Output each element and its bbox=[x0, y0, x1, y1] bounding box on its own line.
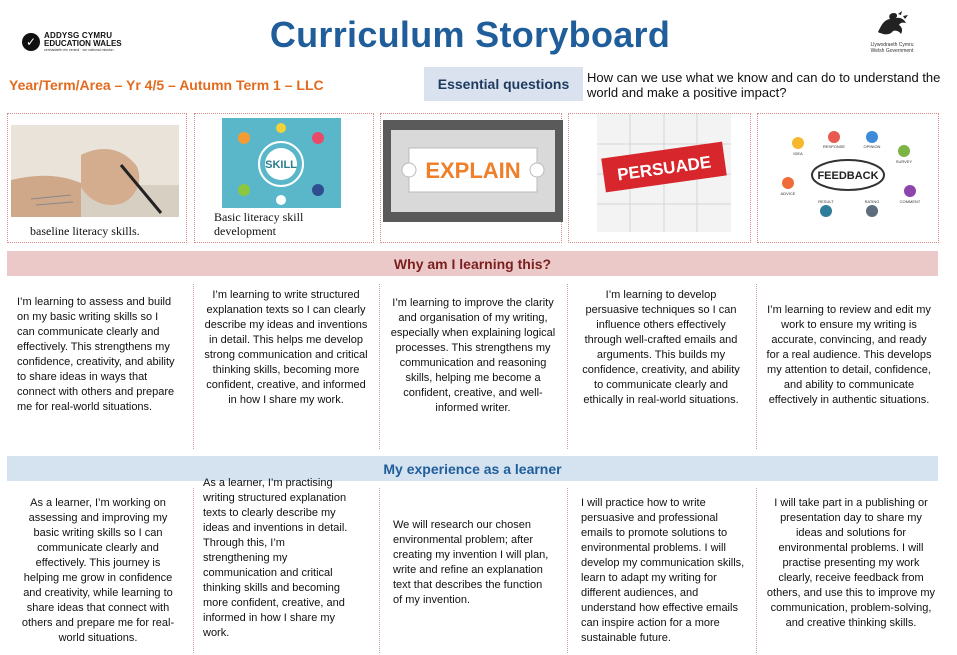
why-text-1: I’m learning to assess and build on my basic writing skills so I can communicate clearly and effectively. This strengthens my confidence, creativity, and ability to share ideas in ways that connect with others and prepare me for real-world situations. bbox=[17, 296, 175, 413]
experience-text-2: As a learner, I’m practising writing structured explanation texts to clearly describe my ideas and inventions in detail. Through this, I’m strengthening my communication and critical thinking skills and becoming more confident, creative, and informed in how I share my work. bbox=[203, 477, 348, 639]
column-divider bbox=[379, 488, 380, 653]
logo-line2: EDUCATION WALES bbox=[44, 38, 122, 48]
experience-text-4: I will practice how to write persuasive and professional emails to promote solutions to environmental problems. I will develop my communication skills, learn to adapt my writing for different audiences, and understand how effective emails can inspire action for a more sustainable future. bbox=[581, 497, 745, 644]
feedback-label-response: RESPONSE bbox=[822, 144, 846, 149]
feedback-diagram bbox=[776, 129, 921, 219]
image-cell-persuade bbox=[568, 113, 751, 243]
feedback-label-result: RESULT bbox=[818, 199, 834, 204]
persuade-word: PERSUADE bbox=[616, 152, 713, 185]
image-cell-writing bbox=[7, 113, 187, 243]
education-wales-logo bbox=[22, 31, 132, 53]
image-caption-1: baseline literacy skills. bbox=[30, 224, 140, 238]
feedback-label-advice: ADVICE bbox=[780, 191, 796, 196]
image-cell-skill bbox=[194, 113, 374, 243]
feedback-word: FEEDBACK bbox=[817, 170, 879, 182]
image-cell-feedback bbox=[757, 113, 939, 243]
why-learning-heading: Why am I learning this? bbox=[7, 251, 938, 276]
essential-questions-text: How can we use what we know and can do to understand the world and make a positive impact? bbox=[587, 70, 941, 100]
skill-infographic bbox=[222, 118, 341, 208]
column-divider bbox=[756, 284, 757, 449]
logo-line1: ADDYSG CYMRU bbox=[44, 30, 113, 40]
column-divider bbox=[193, 284, 194, 449]
experience-text-5: I will take part in a publishing or presentation day to share my ideas and solutions for environmental problems. I will practise presenting my work clearly, receive feedback from others, and use this to improve my communication, problem-solving, and creative thinking skills. bbox=[766, 497, 936, 629]
image-caption-2: Basic literacy skill development bbox=[214, 210, 304, 238]
writing-hand-photo bbox=[11, 125, 179, 217]
feedback-label-survey: SURVEY bbox=[895, 159, 913, 164]
logo-right-line1: Llywodraeth Cymru bbox=[870, 42, 914, 48]
welsh-dragon-icon bbox=[874, 10, 910, 38]
column-divider bbox=[193, 488, 194, 653]
feedback-label-rating: RATING bbox=[864, 199, 880, 204]
check-circle-icon: ✓ bbox=[22, 33, 40, 51]
welsh-government-logo bbox=[862, 10, 922, 60]
experience-text-3: We will research our chosen environmental problem; after creating my invention I will plan, write and refine an explanation text that describes the function of my invention. bbox=[393, 519, 549, 606]
feedback-label-comment: COMMENT bbox=[899, 199, 921, 204]
persuade-puzzle bbox=[597, 114, 731, 232]
experience-heading: My experience as a learner bbox=[7, 456, 938, 481]
column-divider bbox=[756, 488, 757, 653]
why-text-3: I’m learning to improve the clarity and organisation of my writing, especially when explaining logical processes. This strengthens my communication and reasoning skills, helping me become a confident, creative, and well-informed writer. bbox=[390, 297, 556, 414]
logo-tagline: cenhadaeth ein cenedl · our national mission bbox=[44, 47, 114, 52]
why-text-4: I’m learning to develop persuasive techniques so I can influence others effectively through well-crafted emails and arguments. This builds my confidence, creativity, and ability to communicate clearly and ethically in real-world situations. bbox=[582, 289, 740, 406]
year-term-area: Year/Term/Area – Yr 4/5 – Autumn Term 1 – LLC bbox=[9, 77, 324, 93]
experience-text-1: As a learner, I’m working on assessing and improving my basic writing skills so I can communicate clearly and effectively. This journey is helping me grow in confidence and creativity, while learning to share ideas that connect with others and prepare me for real-world situations. bbox=[21, 497, 175, 644]
why-text-2: I’m learning to write structured explanation texts so I can clearly describe my ideas and inventions in detail. This helps me develop strong communication and critical thinking skills, becoming more confident, creative, and informed in how I share my work. bbox=[204, 289, 368, 406]
column-divider bbox=[567, 488, 568, 653]
feedback-label-opinion: OPINION bbox=[863, 144, 881, 149]
explain-word: EXPLAIN bbox=[425, 158, 521, 183]
image-cell-explain bbox=[380, 113, 562, 243]
page-title: Curriculum Storyboard bbox=[269, 14, 671, 55]
skill-word: SKILL bbox=[265, 159, 297, 171]
feedback-label-idea: IDEA bbox=[793, 151, 803, 156]
logo-right-line2: Welsh Government bbox=[870, 47, 914, 54]
why-text-5: I’m learning to review and edit my work to ensure my writing is accurate, convincing, and ready for a real audience. This develops my attention to detail, confidence, and ability to communicate effectively in authentic situations. bbox=[766, 304, 932, 406]
column-divider bbox=[567, 284, 568, 449]
column-divider bbox=[379, 284, 380, 449]
essential-questions-label: Essential questions bbox=[424, 67, 583, 101]
explain-puzzle bbox=[383, 120, 563, 222]
